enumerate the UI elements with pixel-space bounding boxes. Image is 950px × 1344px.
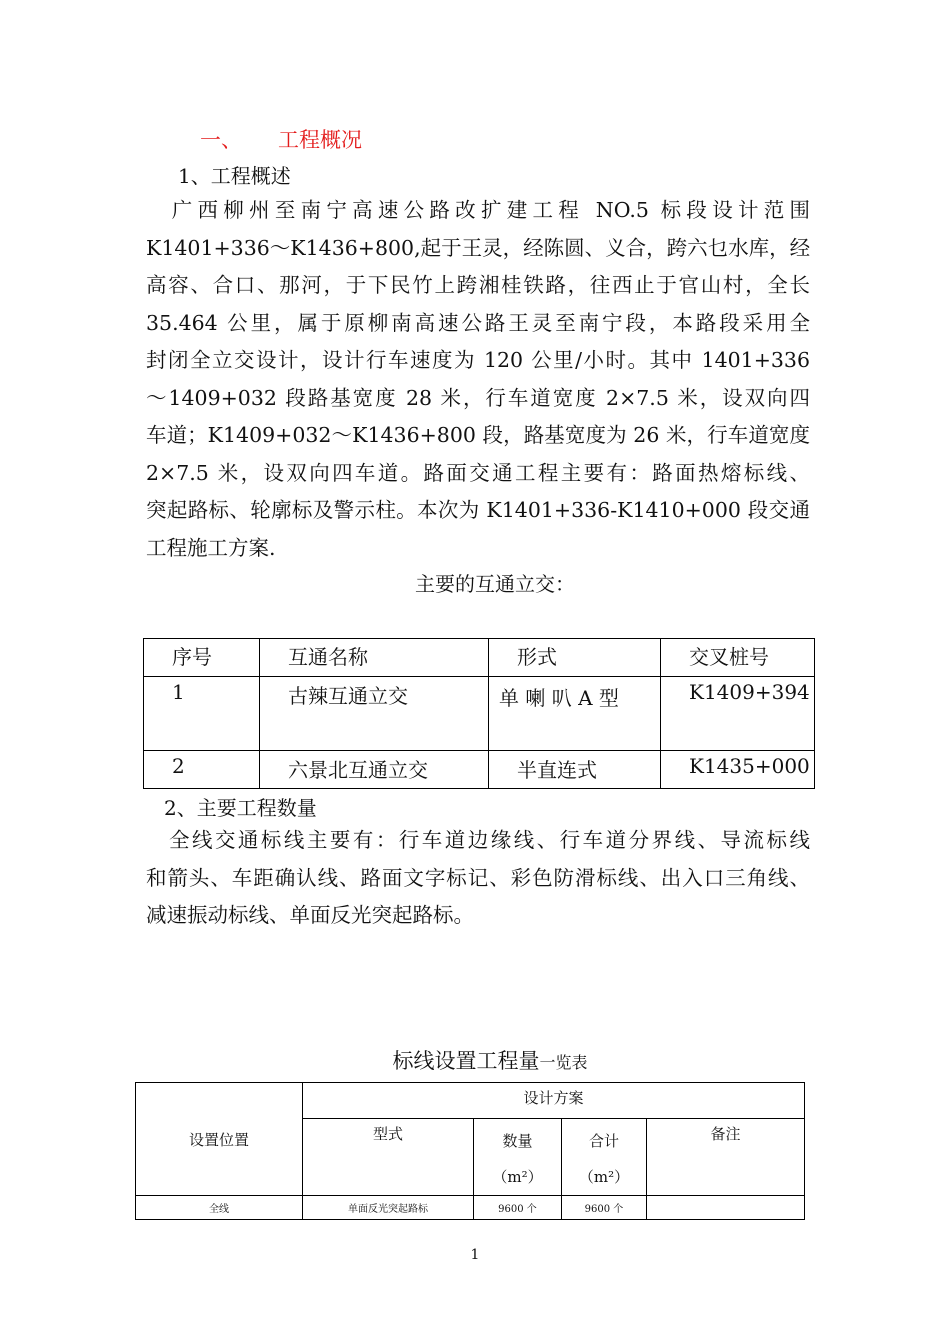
overview-line: 封闭全立交设计，设计行车速度为 120 公里/小时。其中 1401+336 [146,348,810,372]
cell-form: 单 喇 叭 A 型 [489,677,661,751]
overview-line: K1401+336～K1436+800,起于王灵，经陈圆、义合，跨六乜水库，经 [146,235,811,260]
section-number: 一、 [200,128,242,152]
section-title: 工程概况 [278,128,362,152]
overview-line: 35.464 公里，属于原柳南高速公路王灵至南宁段，本路段采用全 [146,310,810,335]
header-type: 型式 [303,1119,474,1196]
overview-line: 工程施工方案. [146,535,276,560]
cell-index: 1 [144,677,260,751]
table-row [136,1196,805,1220]
header-total-label: 合计 [588,1132,619,1150]
header-cell: 互通名称 [260,639,489,677]
sub2-heading: 2、主要工程数量 [164,796,317,820]
table-header-row [136,1083,805,1119]
overview-paragraph [146,192,810,567]
cell-location: 全线 [136,1196,303,1220]
header-location: 设置位置 [136,1083,303,1196]
overview-line: 高容、合口、那河，于下民竹上跨湘桂铁路，往西止于官山村，全长 [146,273,810,297]
cell-form: 半直连式 [489,751,661,789]
cell-station: K1435+000 [661,751,815,789]
header-total-unit: （m²） [578,1168,630,1186]
header-cell: 序号 [144,639,260,677]
cell-station: K1409+394 [661,677,815,751]
header-total [562,1119,647,1196]
header-quantity-unit: （m²） [492,1168,543,1186]
quantity-line: 全线交通标线主要有：行车道边缘线、行车道分界线、导流标线 [146,828,810,852]
header-remark: 备注 [647,1119,805,1196]
cell-name: 六景北互通立交 [260,751,489,789]
table-row [144,677,815,751]
cell-name: 古辣互通立交 [260,677,489,751]
overview-line: 突起路标、轮廓标及警示柱。本次为 K1401+336-K1410+000 段交通 [146,498,810,522]
overview-line: 2×7.5 米，设双向四车道。路面交通工程主要有：路面热熔标线、 [146,460,810,485]
header-design: 设计方案 [303,1083,805,1119]
section-heading [200,124,362,154]
header-quantity-label: 数量 [502,1132,533,1150]
cell-index: 2 [144,751,260,789]
quantity-paragraph [146,822,810,935]
table-header-row [144,639,815,677]
table2-title [0,1045,950,1075]
interchange-table [143,638,815,789]
table2-title-main: 标线设置工程量 [392,1049,540,1073]
table2-title-suffix: 一览表 [539,1053,588,1072]
marking-quantity-table [135,1082,805,1220]
overview-line: ～1409+032 段路基宽度 28 米，行车道宽度 2×7.5 米，设双向四 [146,385,810,410]
cell-quantity: 9600 个 [474,1196,562,1220]
overview-line: 广西柳州至南宁高速公路改扩建工程 NO.5 标段设计范围 [146,198,810,222]
overview-line: 车道；K1409+032～K1436+800 段，路基宽度为 26 米，行车道宽度 [146,423,810,447]
table-row [144,751,815,789]
header-cell: 形式 [489,639,661,677]
header-cell: 交叉桩号 [661,639,815,677]
quantity-line: 和箭头、车距确认线、路面文字标记、彩色防滑标线、出入口三角线、 [146,865,810,890]
sub1-heading: 1、工程概述 [178,164,291,188]
cell-remark [647,1196,805,1220]
cell-total: 9600 个 [562,1196,647,1220]
quantity-line: 减速振动标线、单面反光突起路标。 [146,903,474,927]
table1-caption: 主要的互通立交： [415,572,575,596]
header-quantity [474,1119,562,1196]
cell-type: 单面反光突起路标 [303,1196,474,1220]
page-number: 1 [470,1247,480,1263]
